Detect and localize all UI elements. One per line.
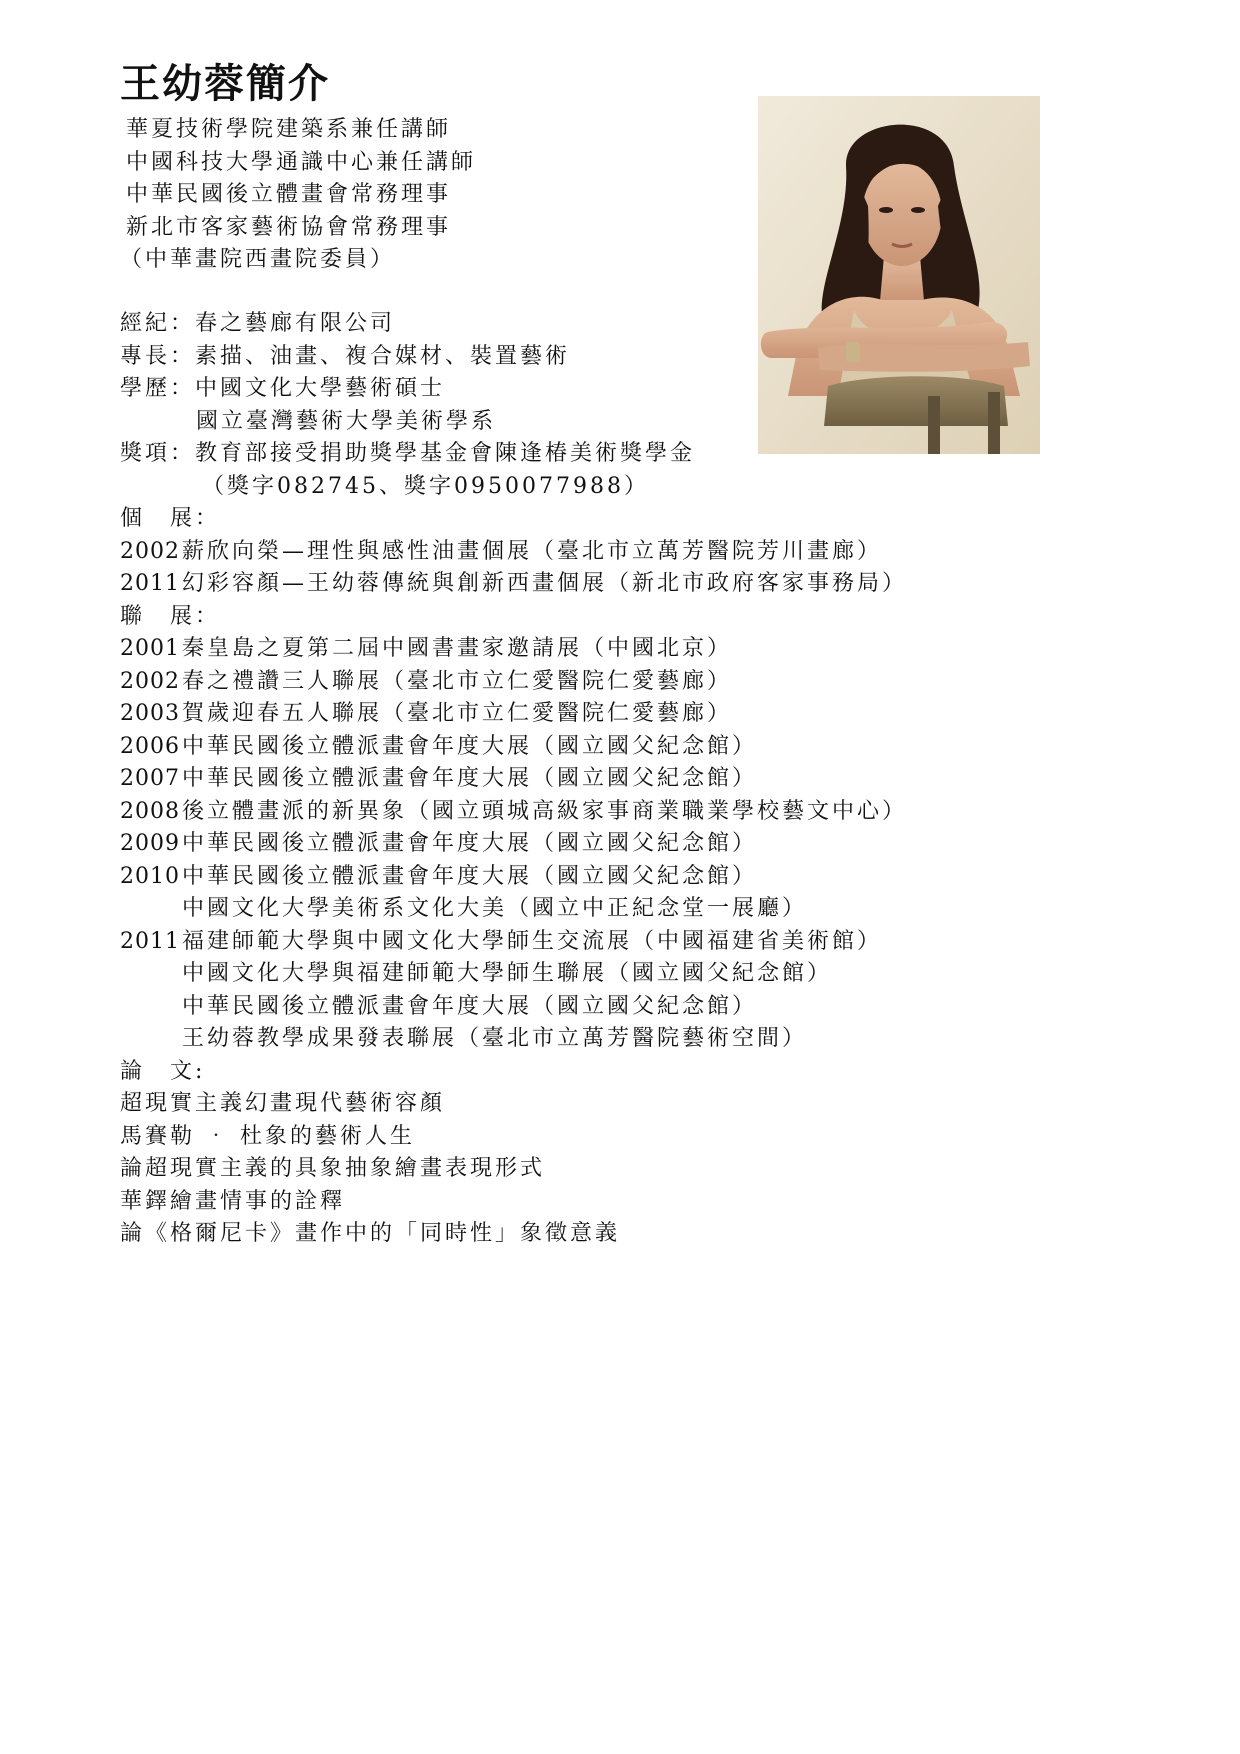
agent-line: 經紀：春之藝廊有限公司 <box>120 311 396 336</box>
exhibition-row: 2010 中華民國後立體派畫會年度大展（國立國父紀念館） <box>120 863 758 889</box>
position-item: 中國科技大學通識中心兼任講師 <box>126 149 477 175</box>
position-item: 中華民國後立體畫會常務理事 <box>126 182 452 207</box>
exhibition-row: 中國文化大學美術系文化大美（國立中正紀念堂一展廳） <box>182 896 808 921</box>
specialty-line: 專長：素描、油畫、複合媒材、裝置藝術 <box>120 343 571 369</box>
position-item: 新北市客家藝術協會常務理事 <box>126 214 452 240</box>
exhibition-row: 2002 春之禮讚三人聯展（臺北市立仁愛醫院仁愛藝廊） <box>120 668 733 694</box>
education-line: 國立臺灣藝術大學美術學系 <box>196 408 497 434</box>
exhibition-row: 2007 中華民國後立體派畫會年度大展（國立國父紀念館） <box>120 766 758 791</box>
exhibition-row: 2002 薪欣向榮—理性與感性油畫個展（臺北市立萬芳醫院芳川畫廊） <box>120 538 883 564</box>
biography-body <box>120 308 907 1251</box>
group-exhibitions-heading: 聯 展： <box>120 603 221 629</box>
papers-heading: 論 文: <box>120 1058 206 1084</box>
position-item: （中華畫院西畫院委員） <box>120 247 396 272</box>
paper-item: 論超現實主義的具象抽象繪畫表現形式 <box>120 1156 546 1181</box>
exhibition-row: 2009 中華民國後立體派畫會年度大展（國立國父紀念館） <box>120 831 758 856</box>
solo-exhibitions-heading: 個 展： <box>120 506 221 531</box>
exhibition-row: 中國文化大學與福建師範大學師生聯展（國立國父紀念館） <box>182 961 833 986</box>
paper-item: 論《格爾尼卡》畫作中的「同時性」象徵意義 <box>120 1221 621 1246</box>
award-line: 獎項：教育部接受捐助獎學基金會陳逢椿美術獎學金 <box>120 441 696 466</box>
positions-list <box>120 114 477 277</box>
exhibition-row: 2011 幻彩容顏—王幼蓉傳統與創新西畫個展（新北市政府客家事務局） <box>120 571 908 596</box>
exhibition-row: 2011 福建師範大學與中國文化大學師生交流展（中國福建省美術館） <box>120 928 883 954</box>
exhibition-row: 中華民國後立體派畫會年度大展（國立國父紀念館） <box>182 993 758 1019</box>
paper-item: 超現實主義幻畫現代藝術容顏 <box>120 1091 446 1116</box>
position-item: 華夏技術學院建築系兼任講師 <box>126 117 452 142</box>
exhibition-row: 2001 秦皇島之夏第二屆中國書畫家邀請展（中國北京） <box>120 636 733 661</box>
award-line: （獎字082745、獎字0950077988） <box>202 473 649 499</box>
paper-item: 馬賽勒 ‧ 杜象的藝術人生 <box>120 1123 415 1149</box>
exhibition-row: 2003 賀歲迎春五人聯展（臺北市立仁愛醫院仁愛藝廊） <box>120 701 733 726</box>
exhibition-row: 王幼蓉教學成果發表聯展（臺北市立萬芳醫院藝術空間） <box>182 1026 808 1051</box>
exhibition-row: 2008 後立體畫派的新異象（國立頭城高級家事商業職業學校藝文中心） <box>120 798 908 824</box>
exhibition-row: 2006 中華民國後立體派畫會年度大展（國立國父紀念館） <box>120 733 758 759</box>
page-title: 王幼蓉簡介 <box>120 60 330 107</box>
education-line: 學歷：中國文化大學藝術碩士 <box>120 376 446 401</box>
paper-item: 華鐸繪畫情事的詮釋 <box>120 1188 346 1214</box>
